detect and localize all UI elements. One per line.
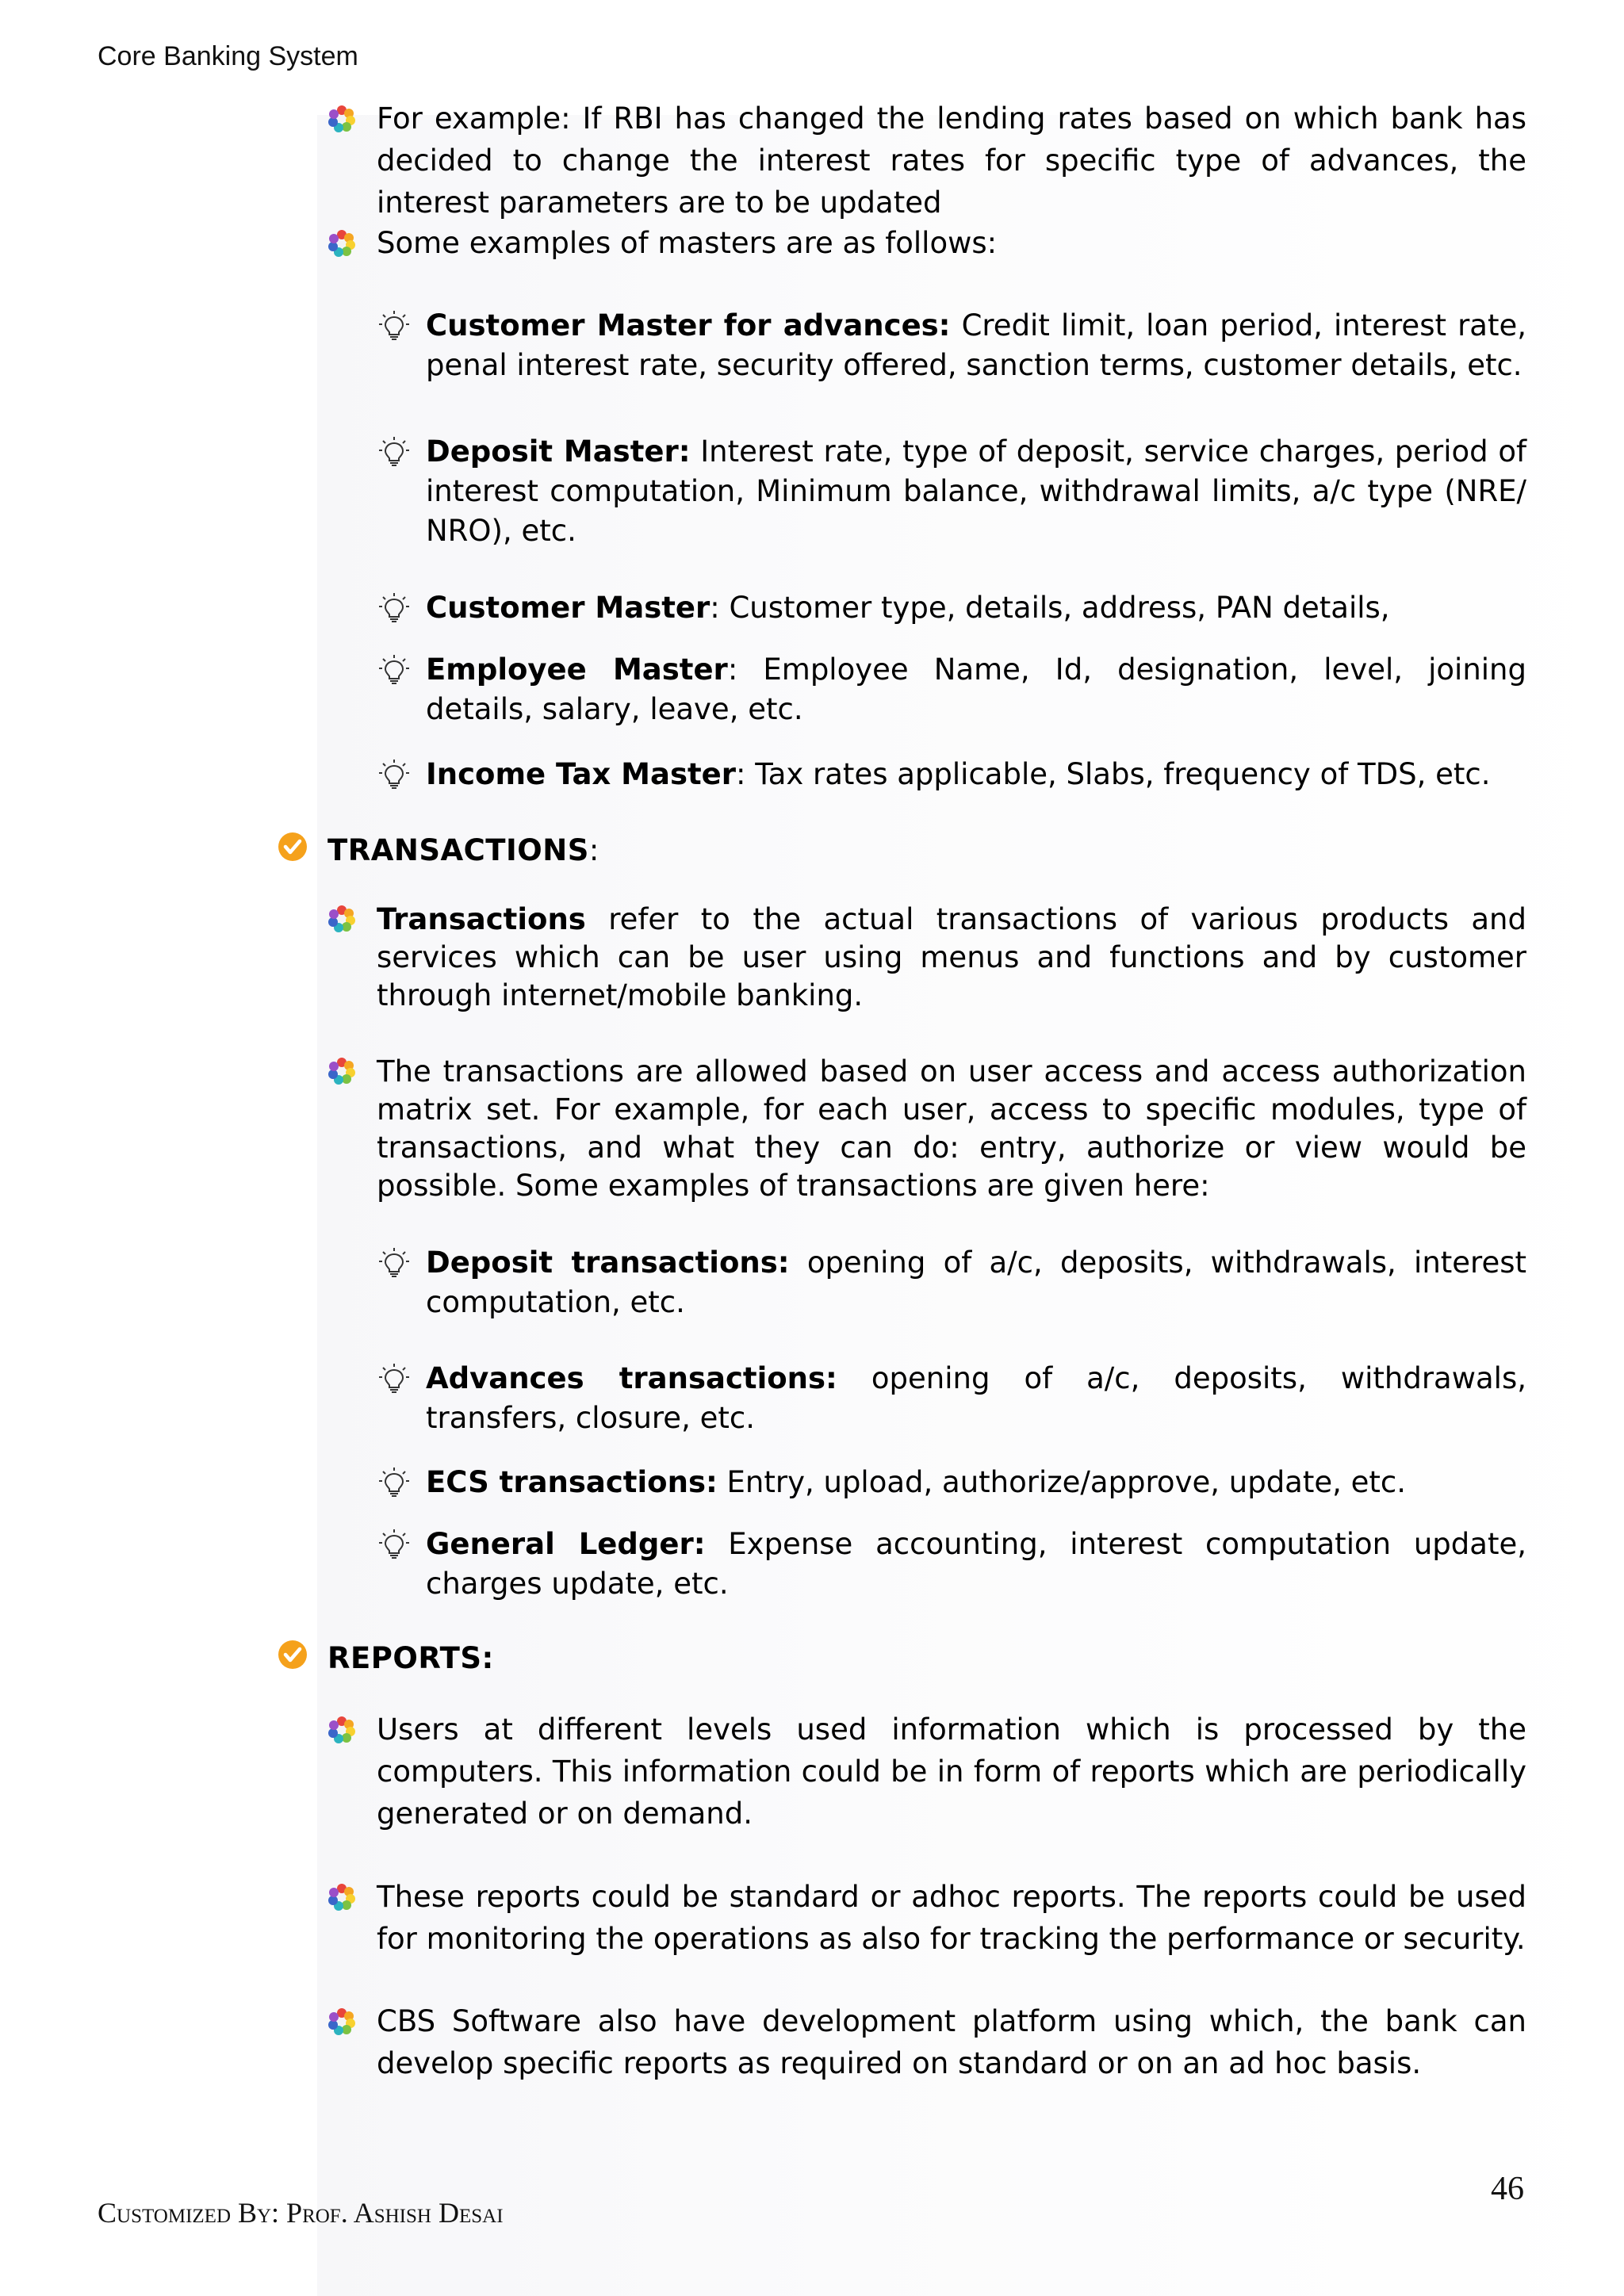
bullet-text: For example: If RBI has changed the lending rates based on which bank has decided to change the interest rates for specific type of advances, the interest parameters are to be updated (377, 101, 1526, 220)
section-heading-reports: REPORTS: (327, 1641, 494, 1675)
transaction-term: General Ledger: (426, 1527, 706, 1561)
transaction-term: ECS transactions: (426, 1465, 718, 1499)
transaction-item-general-ledger (426, 1525, 1526, 1604)
master-term: Customer Master for advances: (426, 308, 951, 342)
lightbulb-bullet-icon (378, 436, 410, 468)
bullet-transactions-definition (377, 901, 1526, 1015)
master-desc: : Employee Name, Id, designation, level, joining details, salary, leave, etc. (426, 652, 1526, 726)
check-circle-icon (278, 1640, 308, 1670)
bullet-text: Some examples of masters are as follows: (377, 226, 998, 260)
master-term: Customer Master (426, 591, 710, 625)
bullet-reports-development-platform (377, 2000, 1526, 2084)
transaction-item-ecs (426, 1463, 1526, 1502)
lightbulb-bullet-icon (378, 1363, 410, 1395)
footer-credit: Customized By: Prof. Ashish Desai (98, 2197, 504, 2229)
flower-bullet-icon (328, 1716, 355, 1743)
master-desc: : Tax rates applicable, Slabs, frequency of TDS, etc. (736, 757, 1491, 791)
lightbulb-bullet-icon (378, 1467, 410, 1498)
running-header: Core Banking System (98, 41, 358, 71)
master-desc: Credit limit, loan period, interest rate, penal interest rate, security offered, sanction terms, customer details, etc. (426, 308, 1526, 382)
bullet-text: The transactions are allowed based on user access and access authorization matrix set. For example, for each user, access to specific modules, type of transactions, and what they can do: entry, authorize or view would be possible. Some examples of transactions are given here: (377, 1054, 1526, 1203)
master-desc: : Customer type, details, address, PAN details, (710, 591, 1390, 625)
bullet-transactions-access (377, 1053, 1526, 1205)
flower-bullet-icon (328, 1884, 355, 1911)
bullet-text: These reports could be standard or adhoc reports. The reports could be used for monitoring the operations as also for tracking the performance or security. (377, 1880, 1526, 1956)
lightbulb-bullet-icon (378, 759, 410, 790)
lightbulb-bullet-icon (378, 654, 410, 686)
master-term: Income Tax Master (426, 757, 737, 791)
page-number: 46 (1491, 2171, 1524, 2207)
master-item-customer-advances (426, 306, 1526, 385)
master-desc: Interest rate, type of deposit, service charges, period of interest computation, Minimum balance, withdrawal limits, a/c type (NRE/ NRO), etc. (426, 434, 1527, 548)
flower-bullet-icon (328, 905, 355, 932)
transaction-term: Advances transactions: (426, 1361, 837, 1395)
heading-colon: : (588, 833, 599, 867)
master-item-employee (426, 650, 1526, 729)
master-item-deposit (426, 432, 1526, 551)
master-item-income-tax (426, 755, 1526, 794)
transaction-item-deposit (426, 1243, 1526, 1322)
transaction-item-advances (426, 1359, 1526, 1438)
bullet-text: CBS Software also have development platform using which, the bank can develop specific reports as required on standard or on an ad hoc basis. (377, 2004, 1526, 2080)
lightbulb-bullet-icon (378, 1247, 410, 1279)
master-term: Deposit Master: (426, 434, 691, 469)
bullet-masters-intro (377, 222, 1526, 264)
transaction-term: Deposit transactions: (426, 1246, 790, 1280)
heading-text: TRANSACTIONS (327, 833, 589, 867)
transaction-desc: opening of a/c, deposits, withdrawals, interest computation, etc. (426, 1246, 1526, 1319)
lightbulb-bullet-icon (378, 1529, 410, 1560)
master-item-customer (426, 588, 1526, 628)
bullet-term: Transactions (377, 902, 586, 936)
flower-bullet-icon (328, 2008, 355, 2035)
transaction-desc: opening of a/c, deposits, withdrawals, transfers, closure, etc. (426, 1361, 1526, 1435)
bullet-reports-standard-adhoc (377, 1876, 1526, 1960)
transaction-desc: Entry, upload, authorize/approve, update, etc. (717, 1465, 1407, 1499)
bullet-text: refer to the actual transactions of various products and services which can be user using menus and functions and by customer through internet/mobile banking. (377, 902, 1526, 1012)
lightbulb-bullet-icon (378, 310, 410, 342)
section-heading-transactions (327, 829, 599, 871)
flower-bullet-icon (328, 230, 355, 257)
bullet-reports-levels (377, 1709, 1526, 1835)
flower-bullet-icon (328, 1058, 355, 1085)
master-term: Employee Master (426, 652, 728, 687)
check-circle-icon (278, 832, 308, 862)
flower-bullet-icon (328, 105, 355, 132)
bullet-text: Users at different levels used information which is processed by the computers. This information could be in form of reports which are periodically generated or on demand. (377, 1712, 1526, 1831)
lightbulb-bullet-icon (378, 592, 410, 624)
bullet-rbi-example (377, 98, 1526, 224)
transaction-desc: Expense accounting, interest computation update, charges update, etc. (426, 1527, 1526, 1601)
